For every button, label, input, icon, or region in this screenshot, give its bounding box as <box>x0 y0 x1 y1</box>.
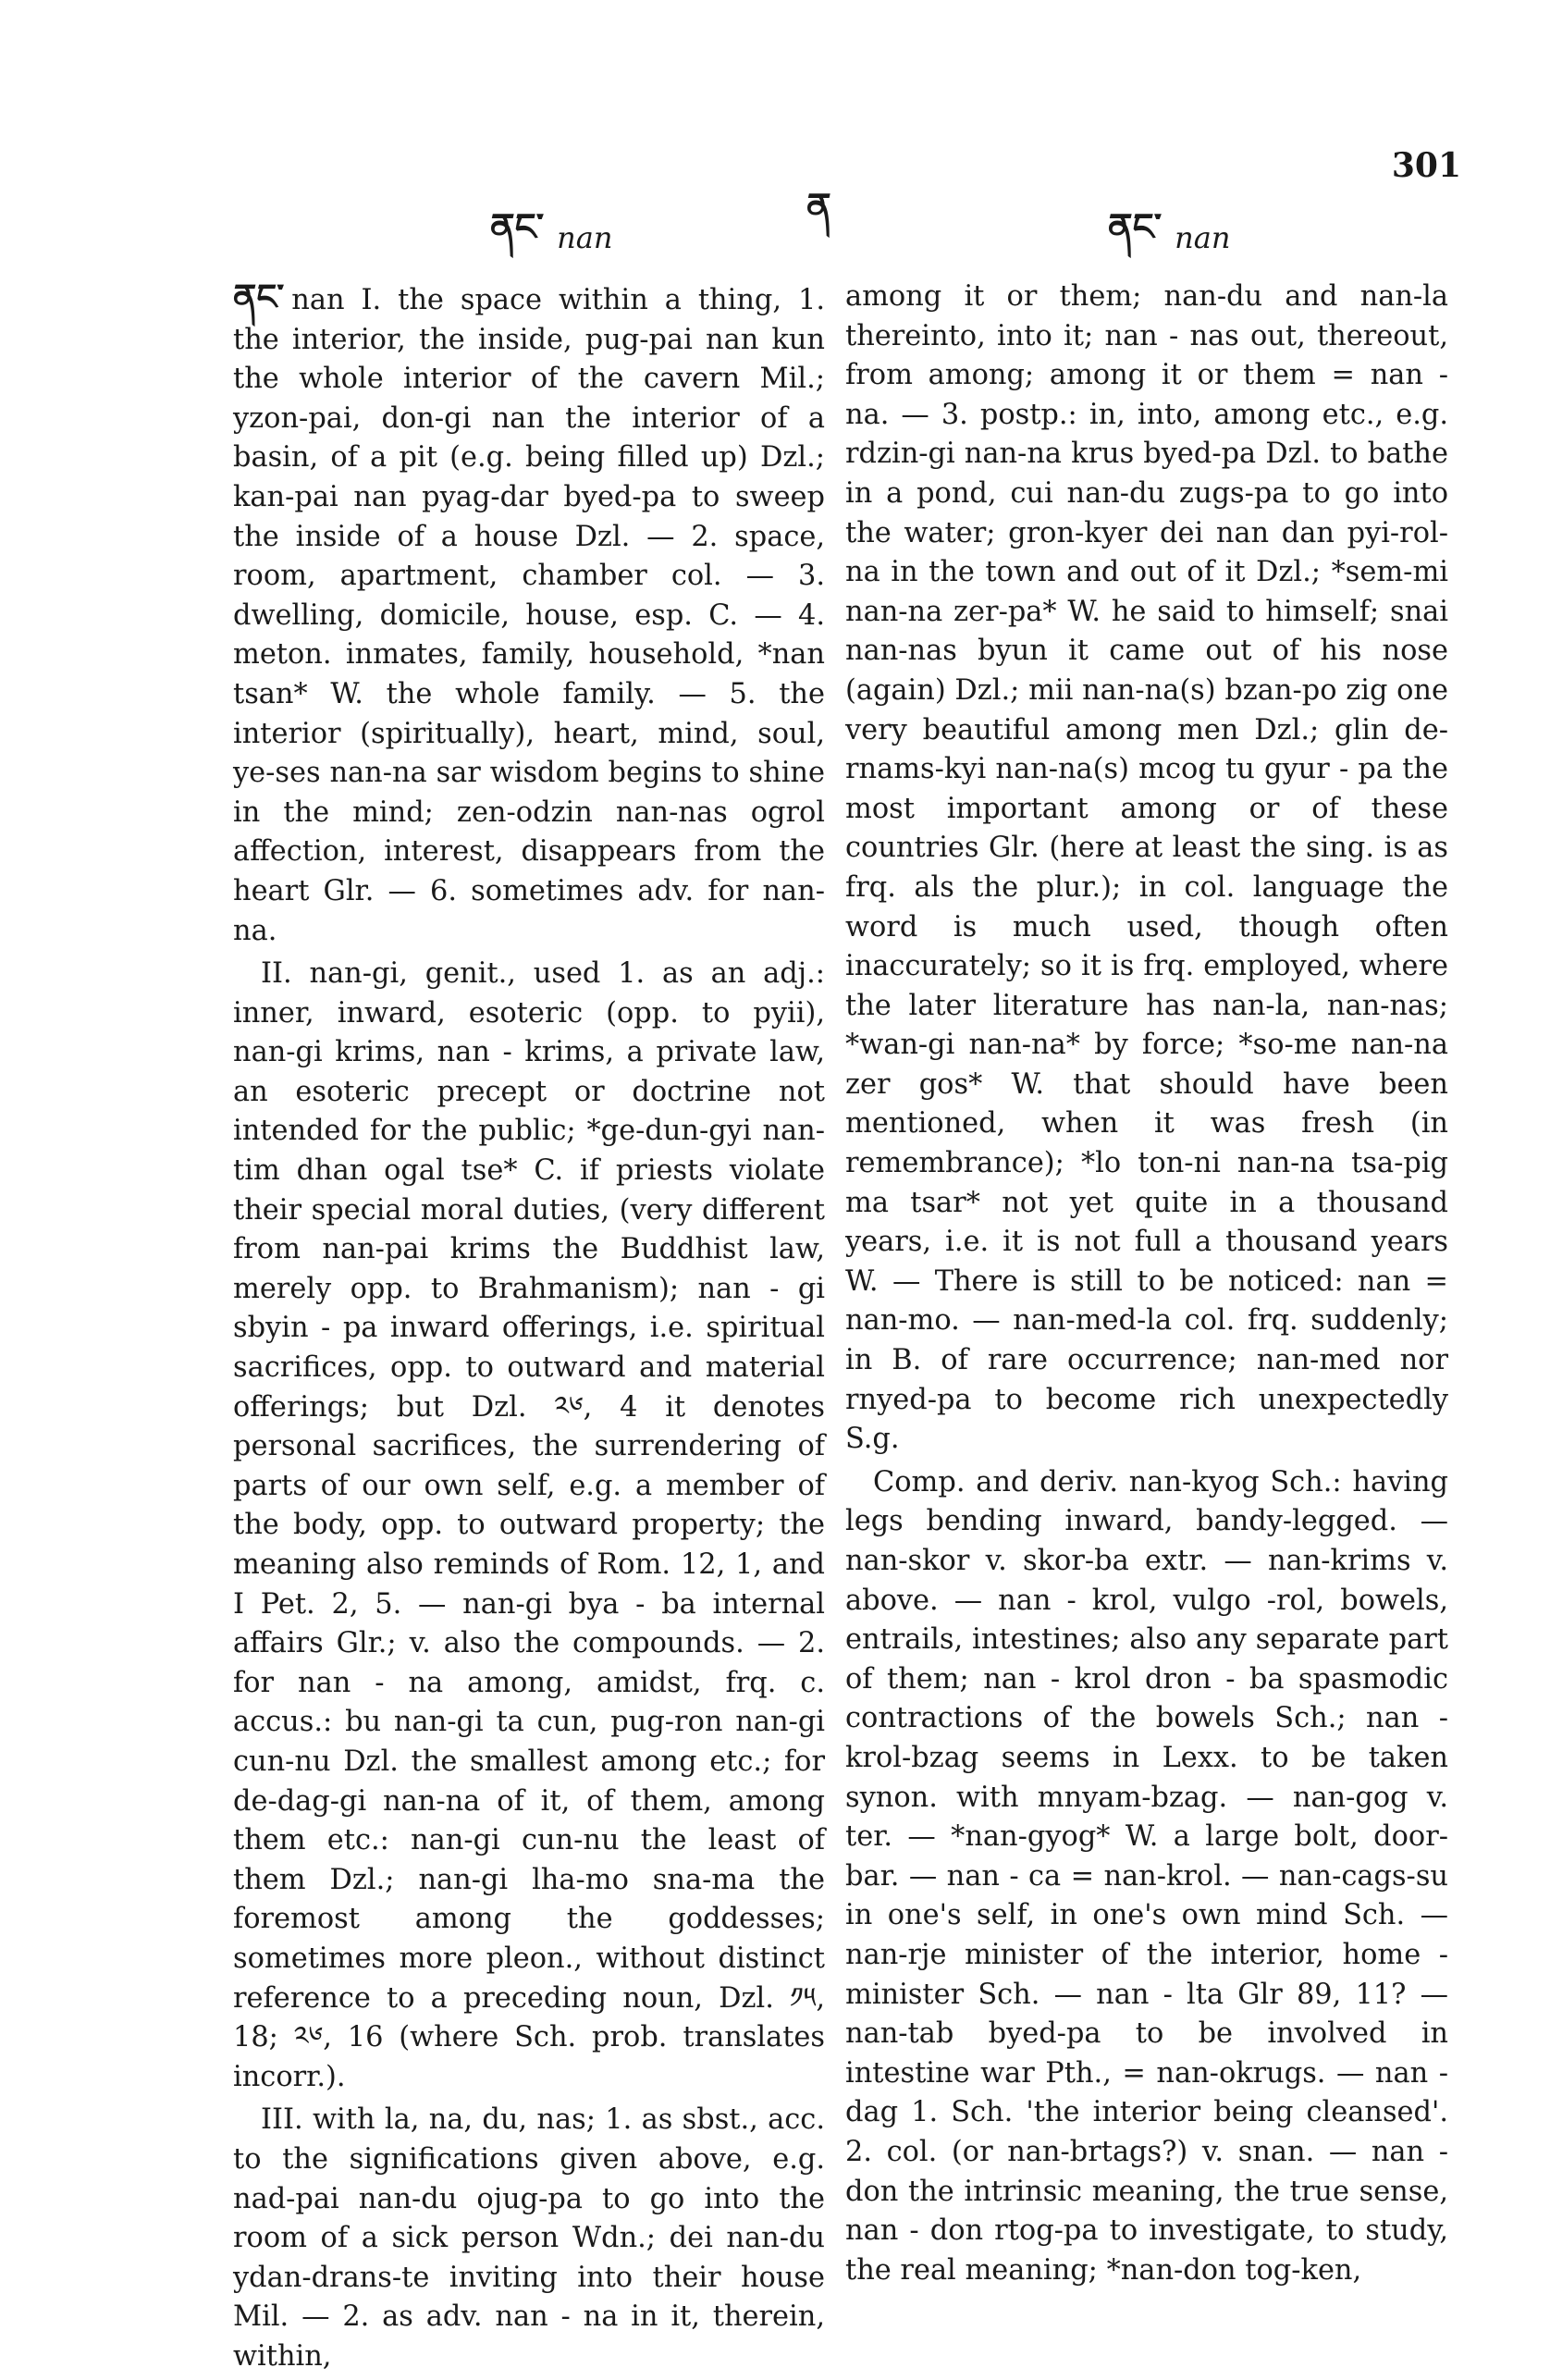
page-number: 301 <box>1391 146 1461 185</box>
running-head-left <box>490 185 612 290</box>
entry-paragraph-5: Comp. and deriv. nan-kyog Sch.: having legs bending inward, bandy-legged. — nan-skor v. skor-ba extr. — nan-krims v. above. — nan - krol, vulgo -rol, bowels, entrails, intestines; also any separate part of them; nan - krol dron - ba spasmodic contractions of the bowels Sch.; nan - krol-bzag seems in Lexx. to be taken synon. with mnyam-bzag. — nan-gog v. ter. — *nan-gyog* W. a large bolt, door-bar. — nan - ca = nan-krol. — nan-cags-su in one's self, in one's own mind Sch. — nan-rje minister of the interior, home - minister Sch. — nan - lta Glr 89, 11? — nan-tab byed-pa to be involved in intestine war Pth., = nan-okrugs. — nan - dag 1. Sch. 'the interior being cleansed'. 2. col. (or nan-brtags?) v. snan. — nan - don the intrinsic meaning, the true sense, nan - don rtog-pa to investigate, to study, the real meaning; *nan-don tog-ken, <box>845 1465 1448 2287</box>
running-head-right <box>1108 185 1230 290</box>
entry-paragraph-1 <box>233 277 825 951</box>
headword-tibetan: ནང་ <box>233 276 285 317</box>
entry-paragraph-4: among it or them; nan-du and nan-la thereinto, into it; nan - nas out, thereout, from among; among it or them = nan - na. — 3. postp.: in, into, among etc., e.g. rdzin-gi nan-na krus byed-pa Dzl. to bathe in a pond, cui nan-du zugs-pa to go into the water; gron-kyer dei nan dan pyi-rol-na in the town and out of it Dzl.; *sem-mi nan-na zer-pa* W. he said to himself; snai nan-nas byun it came out of his nose (again) Dzl.; mii nan-na(s) bzan-po zig one very beautiful among men Dzl.; glin de-rnams-kyi nan-na(s) mcog tu gyur - pa the most important among or of these countries Glr. (here at least the sing. is as frq. als the plur.); in col. language the word is much used, though often inaccurately; so it is frq. employed, where the later literature has nan-la, nan-nas; *wan-gi nan-na* by force; *so-me nan-na zer gos* W. that should have been mentioned, when it was fresh (in remembrance); *lo ton-ni nan-na tsa-pig ma tsar* not yet quite in a thousand years, i.e. it is not full a thousand years W. — There is still to be noticed: nan = nan-mo. — nan-med-la col. frq. suddenly; in B. of rare occurrence; nan-med nor rnyed-pa to become rich unexpectedly S.g. <box>845 280 1448 1456</box>
running-head-right-translit: nan <box>1175 219 1231 255</box>
entry-paragraph-2: II. nan-gi, genit., used 1. as an adj.: inner, inward, esoteric (opp. to pyii), nan-gi krims, nan - krims, a private law, an esoteric precept or doctrine not intended for the public; *ge-dun-gyi nan-tim dhan ogal tse* C. if priests violate their special moral duties, (very different from nan-pai krims the Buddhist law, merely opp. to Brahmanism); nan - gi sbyin - pa inward offerings, i.e. spiritual sacrifices, opp. to outward and material offerings; but Dzl. ༢༦, 4 it denotes personal sacrifices, the surrendering of parts of our own self, e.g. a member of the body, opp. to outward property; the meaning also reminds of Rom. 12, 1, and I Pet. 2, 5. — nan-gi bya - ba internal affairs Glr.; v. also the compounds. — 2. for nan - na among, amidst, frq. c. accus.: bu nan-gi ta cun, pug-ron nan-gi cun-nu Dzl. the smallest among etc.; for de-dag-gi nan-na of it, of them, among them etc.: nan-gi cun-nu the least of them Dzl.; nan-gi lha-mo sna-ma the foremost among the goddesses; sometimes more pleon., without distinct reference to a preceding noun, Dzl. ༡༥, 18; ༢༦, 16 (where Sch. prob. translates incorr.). <box>233 957 825 2093</box>
running-head-right-tibetan: ནང་ <box>1108 205 1162 249</box>
left-column <box>233 277 825 2380</box>
entry-paragraph-1-text: nan I. the space within a thing, 1. the interior, the inside, pug-pai nan kun the whole interior of the cavern Mil.; yzon-pai, don-gi nan the interior of a basin, of a pit (e.g. being filled up) Dzl.; kan-pai nan pyag-dar byed-pa to sweep the inside of a house Dzl. — 2. space, room, apartment, chamber col. — 3. dwelling, domicile, house, esp. C. — 4. meton. inmates, family, household, *nan tsan* W. the whole family. — 5. the interior (spiritually), heart, mind, soul, ye-ses nan-na sar wisdom begins to shine in the mind; zen-odzin nan-nas ogrol affection, interest, disappears from the heart Glr. — 6. sometimes adv. for nan-na. <box>233 284 825 947</box>
entry-paragraph-3: III. with la, na, du, nas; 1. as sbst., acc. to the significations given above, e.g. nad-pai nan-du ojug-pa to go into the room of a sick person Wdn.; dei nan-du ydan-drans-te inviting into their house Mil. — 2. as adv. nan - na in it, therein, within, <box>233 2103 825 2373</box>
running-head-left-translit: nan <box>557 219 613 255</box>
center-letter-glyph: ན <box>806 185 831 228</box>
running-head-left-tibetan: ནང་ <box>490 205 545 249</box>
right-column <box>845 277 1448 2294</box>
